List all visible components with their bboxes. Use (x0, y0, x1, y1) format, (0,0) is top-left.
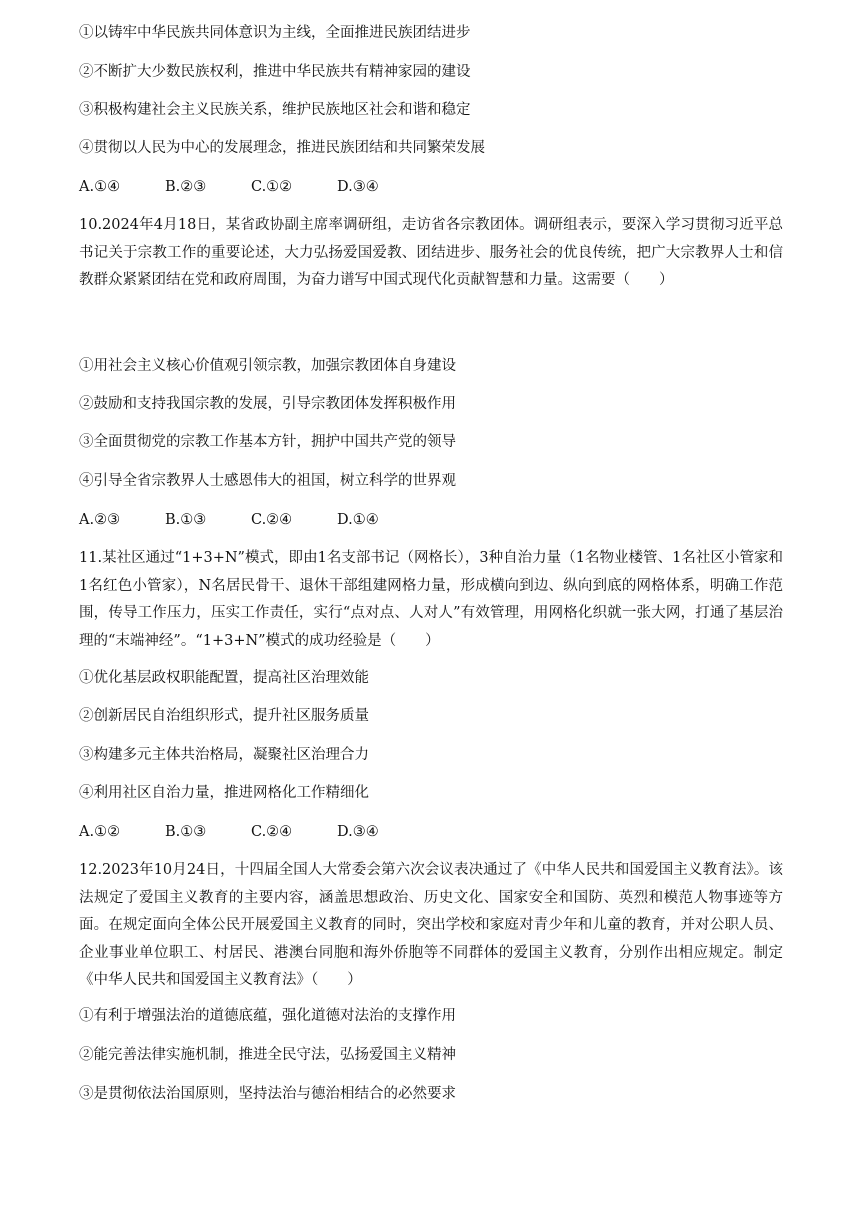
q11-choices (79, 822, 423, 842)
q10-choice-c: C.②④ (251, 512, 293, 528)
q10-choice-b: B.①③ (165, 512, 207, 528)
q10-choice-d: D.①④ (337, 512, 379, 528)
q10-choices (79, 510, 423, 530)
q11-option-4: ④利用社区自治力量，推进网格化工作精细化 (79, 785, 369, 801)
q11-choice-b: B.①③ (165, 824, 207, 840)
q11-choice-a: A.①② (79, 824, 121, 840)
q10-option-4: ④引导全省宗教界人士感恩伟大的祖国，树立科学的世界观 (79, 473, 456, 489)
q9-option-2: ②不断扩大少数民族权利，推进中华民族共有精神家园的建设 (79, 64, 471, 80)
q9-option-3: ③积极构建社会主义民族关系，维护民族地区社会和谐和稳定 (79, 102, 471, 118)
q11-stem: 11.某社区通过“1+3+N”模式，即由1名支部书记（网格长），3种自治力量（1名物业楼管、1名社区小管家和1名红色小管家），N名居民骨干、退休干部组建网格力量，形成横向到边、纵向到底的网格体系，明确工作范围，传导工作压力，压实工作责任，实行“点对点、人对人”有效管理，用网格化织就一张大网，打通了基层治理的“末端神经”。“1+3+N”模式的成功经验是（ ） (79, 550, 783, 649)
q10-stem: 10.2024年4月18日，某省政协副主席率调研组，走访省各宗教团体。调研组表示，要深入学习贯彻习近平总书记关于宗教工作的重要论述，大力弘扬爱国爱教、团结进步、服务社会的优良传统，把广大宗教界人士和信教群众紧紧团结在党和政府周围，为奋力谱写中国式现代化贡献智慧和力量。这需要（ ） (79, 217, 783, 288)
q12-option-1: ①有利于增强法治的道德底蕴，强化道德对法治的支撑作用 (79, 1008, 456, 1024)
q9-choice-c: C.①② (251, 179, 293, 195)
q10-option-2: ②鼓励和支持我国宗教的发展，引导宗教团体发挥积极作用 (79, 396, 456, 412)
q12-option-3: ③是贯彻依法治国原则，坚持法治与德治相结合的必然要求 (79, 1086, 456, 1102)
q11-option-2: ②创新居民自治组织形式，提升社区服务质量 (79, 708, 369, 724)
q11-option-3: ③构建多元主体共治格局，凝聚社区治理合力 (79, 747, 369, 763)
q12-stem: 12.2023年10月24日，十四届全国人大常委会第六次会议表决通过了《中华人民共和国爱国主义教育法》。该法规定了爱国主义教育的主要内容，涵盖思想政治、历史文化、国家安全和国防、英烈和模范人物事迹等方面。在规定面向全体公民开展爱国主义教育的同时，突出学校和家庭对青少年和儿童的教育，并对公职人员、企业事业单位职工、村居民、港澳台同胞和海外侨胞等不同群体的爱国主义教育，分别作出相应规定。制定《中华人民共和国爱国主义教育法》（ ） (79, 862, 783, 988)
q9-choices (79, 177, 423, 197)
q11-option-1: ①优化基层政权职能配置，提高社区治理效能 (79, 670, 369, 686)
q9-option-4: ④贯彻以人民为中心的发展理念，推进民族团结和共同繁荣发展 (79, 140, 485, 156)
q11-choice-d: D.③④ (337, 824, 379, 840)
q9-choice-a: A.①④ (79, 179, 121, 195)
q9-option-1: ①以铸牢中华民族共同体意识为主线，全面推进民族团结进步 (79, 25, 471, 41)
q9-choice-d: D.③④ (337, 179, 379, 195)
q12-option-2: ②能完善法律实施机制，推进全民守法，弘扬爱国主义精神 (79, 1047, 456, 1063)
q10-option-3: ③全面贯彻党的宗教工作基本方针，拥护中国共产党的领导 (79, 434, 456, 450)
q10-option-1: ①用社会主义核心价值观引领宗教，加强宗教团体自身建设 (79, 358, 456, 374)
q9-choice-b: B.②③ (165, 179, 207, 195)
q11-choice-c: C.②④ (251, 824, 293, 840)
q10-choice-a: A.②③ (79, 512, 121, 528)
